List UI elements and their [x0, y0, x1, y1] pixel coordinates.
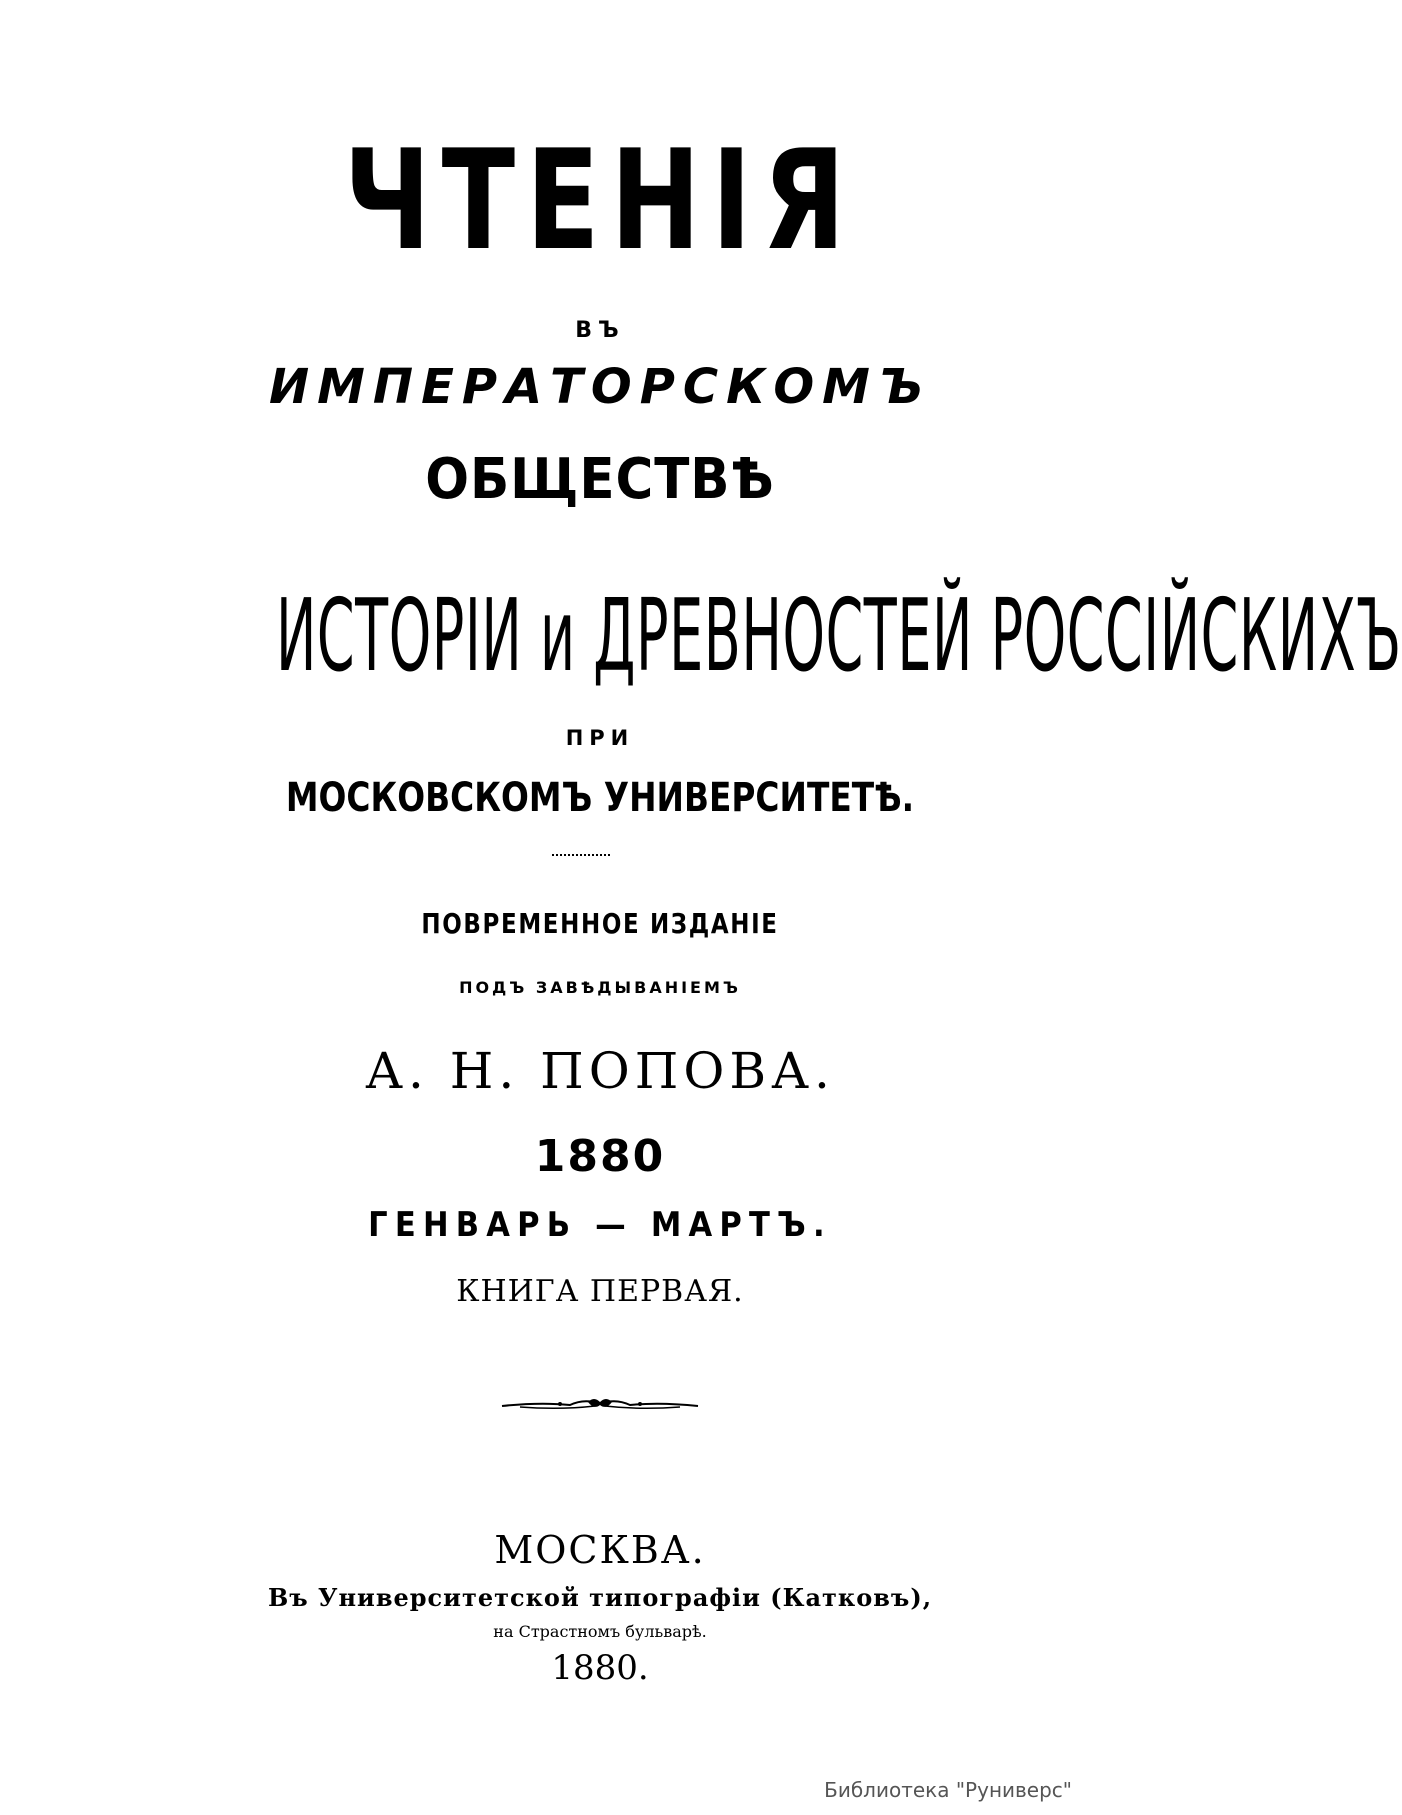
edition-label: ПОВРЕМЕННОЕ ИЗДАНІЕ — [421, 907, 779, 940]
book-number: КНИГА ПЕРВАЯ. — [456, 1274, 744, 1309]
issue-months: ГЕНВАРЬ — МАРТЪ. — [368, 1205, 832, 1245]
preposition-pri: ПРИ — [565, 726, 635, 750]
under-label: ПОДЪ ЗАВѢДЫВАНІЕМЪ — [459, 978, 741, 997]
title-obshchestve: ОБЩЕСТВѢ — [425, 447, 775, 512]
issue-year: 1880 — [534, 1131, 666, 1182]
editor-name: А. Н. ПОПОВА. — [365, 1042, 835, 1100]
main-title: ЧТЕНІЯ — [343, 120, 857, 281]
preposition-v: ВЪ — [575, 318, 625, 343]
imprint-address: на Страстномъ бульварѣ. — [493, 1622, 707, 1641]
imprint-year: 1880. — [551, 1648, 649, 1688]
title-university: МОСКОВСКОМЪ УНИВЕРСИТЕТѢ. — [285, 775, 915, 821]
imprint-city: МОСКВА. — [494, 1528, 706, 1572]
title-istorii: ИСТОРІИ и ДРЕВНОСТЕЙ РОССІЙСКИХЪ — [276, 577, 1402, 694]
ornament-divider-icon — [500, 1392, 700, 1418]
imprint-press: Въ Университетской типографіи (Катковъ), — [267, 1583, 933, 1612]
dotted-divider — [552, 854, 610, 856]
library-watermark: Библиотека "Руниверс" — [824, 1778, 1072, 1802]
title-imperatorskom: ИМПЕРАТОРСКОМЪ — [268, 359, 932, 415]
